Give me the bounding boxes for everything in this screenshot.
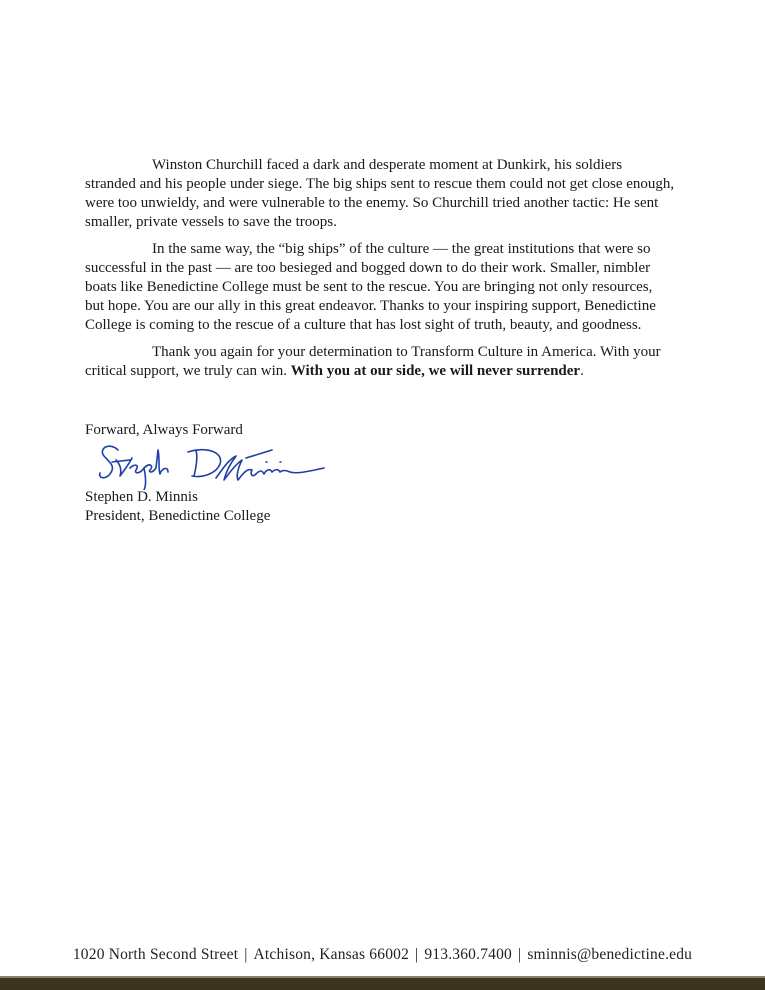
footer-phone: 913.360.7400 (424, 946, 513, 963)
paragraph-text: Winston Churchill faced a dark and desperate moment at Dunkirk, his soldiers stranded and his people under siege. The big ships sent to rescue them could not get close enough, were too unwieldy, and were vulnerable to the enemy. So Churchill tried another tactic: He sent smaller, private vessels to save the troops. (85, 157, 675, 230)
paragraph-text: Thank you again for your determination to Transform Culture in America. With your critical support, we truly can win. (85, 344, 661, 379)
footer-city: Atchison, Kansas 66002 (253, 946, 410, 963)
handwritten-signature (96, 438, 336, 490)
paragraph-end: . (580, 363, 584, 379)
signer-name: Stephen D. Minnis (85, 489, 198, 505)
signer-title: President, Benedictine College (85, 508, 271, 524)
paragraph-big-ships (85, 240, 675, 335)
footer-email: sminnis@benedictine.edu (527, 946, 693, 963)
letterhead-footer (0, 946, 765, 964)
paragraph-text: In the same way, the “big ships” of the culture — the great institutions that were so successful in the past — are too besieged and bogged down to do their work. Smaller, nimbler boats like Benedictine College must be sent to the rescue. You are bringing not only resources, but hope. You are our ally in this great endeavor. Thanks to your inspiring support, Benedictine College is coming to the rescue of a culture that has lost sight of truth, beauty, and goodness. (85, 241, 656, 333)
paragraph-dunkirk (85, 156, 675, 232)
paragraph-bold-text: With you at our side, we will never surrender (290, 363, 581, 379)
footer-address: 1020 North Second Street (72, 946, 239, 963)
paragraph-thank-you (85, 343, 675, 381)
letter-body (85, 156, 675, 389)
footer-separator: | (415, 946, 419, 963)
closing-line: Forward, Always Forward (85, 422, 243, 438)
signer-block (85, 488, 270, 526)
footer-separator: | (244, 946, 248, 963)
footer-bar (0, 978, 765, 990)
footer-separator: | (518, 946, 522, 963)
